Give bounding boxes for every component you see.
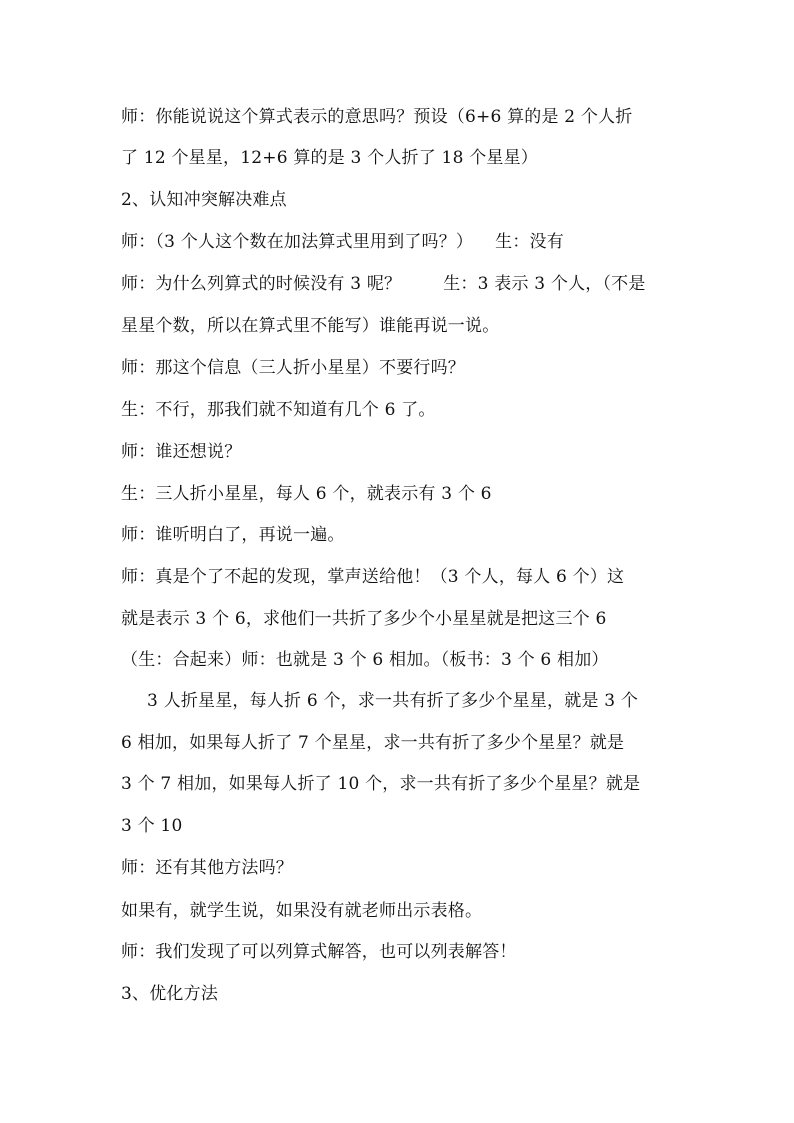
paragraph-line: 师：你能说说这个算式表示的意思吗？预设（6+6 算的是 2 个人折 [121, 107, 633, 127]
paragraph-line: 生：三人折小星星，每人 6 个，就表示有 3 个 6 [121, 484, 492, 504]
paragraph-line: 星星个数，所以在算式里不能写）谁能再说一说。 [121, 316, 500, 336]
paragraph-line: 生：不行，那我们就不知道有几个 6 了。 [121, 400, 436, 420]
paragraph-line: 师：谁听明白了，再说一遍。 [121, 525, 345, 545]
paragraph-line: 3 人折星星，每人折 6 个，求一共有折了多少个星星，就是 3 个 [147, 691, 639, 711]
paragraph-line [121, 273, 646, 295]
student-answer: 生：没有 [495, 232, 564, 252]
paragraph-line [121, 231, 564, 253]
student-answer: 生：3 表示 3 个人，（不是 [443, 274, 646, 294]
paragraph-line: 3 个 10 [121, 816, 183, 836]
paragraph-line: 师：真是个了不起的发现，掌声送给他！（3 个人，每人 6 个）这 [121, 567, 625, 587]
paragraph-line: （生：合起来）师：也就是 3 个 6 相加。（板书：3 个 6 相加） [121, 650, 609, 670]
teacher-question: 师：（3 个人这个数在加法算式里用到了吗？） [121, 232, 474, 252]
paragraph-line: 如果有，就学生说，如果没有就老师出示表格。 [121, 901, 483, 921]
paragraph-line: 6 相加，如果每人折了 7 个星星，求一共有折了多少个星星？就是 [121, 733, 625, 753]
paragraph-line: 师：还有其他方法吗？ [121, 858, 293, 878]
teacher-question: 师：为什么列算式的时候没有 3 呢？ [121, 274, 402, 294]
section-heading: 2、认知冲突解决难点 [121, 190, 287, 210]
paragraph-line: 了 12 个星星，12+6 算的是 3 个人折了 18 个星星） [121, 148, 538, 168]
paragraph-line: 师：那这个信息（三人折小星星）不要行吗？ [121, 358, 465, 378]
paragraph-line: 师：谁还想说？ [121, 442, 242, 462]
paragraph-line: 师：我们发现了可以列算式解答，也可以列表解答！ [121, 942, 517, 962]
section-heading: 3、优化方法 [121, 984, 219, 1004]
paragraph-line: 3 个 7 相加，如果每人折了 10 个，求一共有折了多少个星星？就是 [121, 774, 641, 794]
paragraph-line: 就是表示 3 个 6，求他们一共折了多少个小星星就是把这三个 6 [121, 609, 607, 629]
